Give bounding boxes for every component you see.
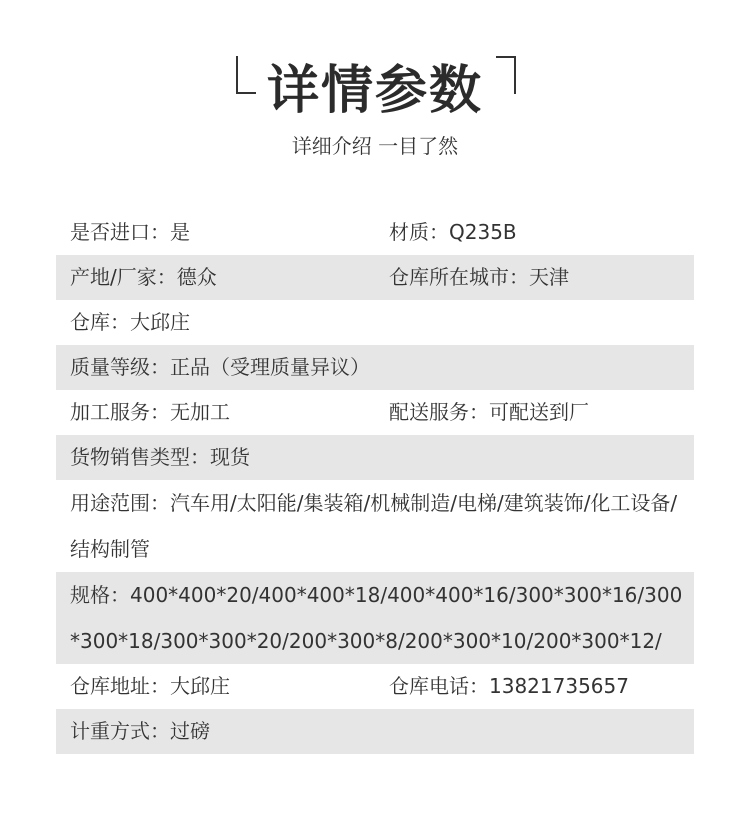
param-import: 是否进口：是 — [70, 220, 190, 244]
param-processing: 加工服务：无加工 — [70, 400, 230, 424]
param-weighing: 计重方式：过磅 — [70, 719, 210, 743]
param-warehouse: 仓库：大邱庄 — [70, 310, 190, 334]
param-phone: 仓库电话：13821735657 — [389, 674, 629, 698]
header — [0, 0, 750, 180]
param-quality: 质量等级：正品（受理质量异议） — [70, 355, 370, 379]
param-row-quality — [56, 345, 694, 390]
param-city: 仓库所在城市：天津 — [389, 265, 569, 289]
param-row-origin — [56, 255, 694, 300]
param-delivery: 配送服务：可配送到厂 — [389, 400, 589, 424]
param-material: 材质：Q235B — [389, 220, 517, 244]
param-row-warehouse — [56, 300, 694, 345]
page-title: 详情参数 — [266, 61, 483, 121]
param-usage: 用途范围：汽车用/太阳能/集装箱/机械制造/电梯/建筑装饰/化工设备/结构制管 — [70, 491, 678, 561]
param-row-spec — [56, 572, 694, 664]
param-origin: 产地/厂家：德众 — [70, 265, 217, 289]
params-table — [56, 210, 694, 754]
param-sales-type: 货物销售类型：现货 — [70, 445, 250, 469]
param-row-import — [56, 210, 694, 255]
param-address: 仓库地址：大邱庄 — [70, 674, 230, 698]
param-row-usage — [56, 480, 694, 572]
param-row-weighing — [56, 709, 694, 754]
param-row-sales-type — [56, 435, 694, 480]
param-row-address — [56, 664, 694, 709]
param-row-processing — [56, 390, 694, 435]
param-spec: 规格：400*400*20/400*400*18/400*400*16/300*300*16/300*300*18/300*300*20/200*300*8/200*300*10/200*300*12/ — [70, 583, 683, 653]
page-subtitle: 详细介绍 一目了然 — [291, 134, 459, 158]
